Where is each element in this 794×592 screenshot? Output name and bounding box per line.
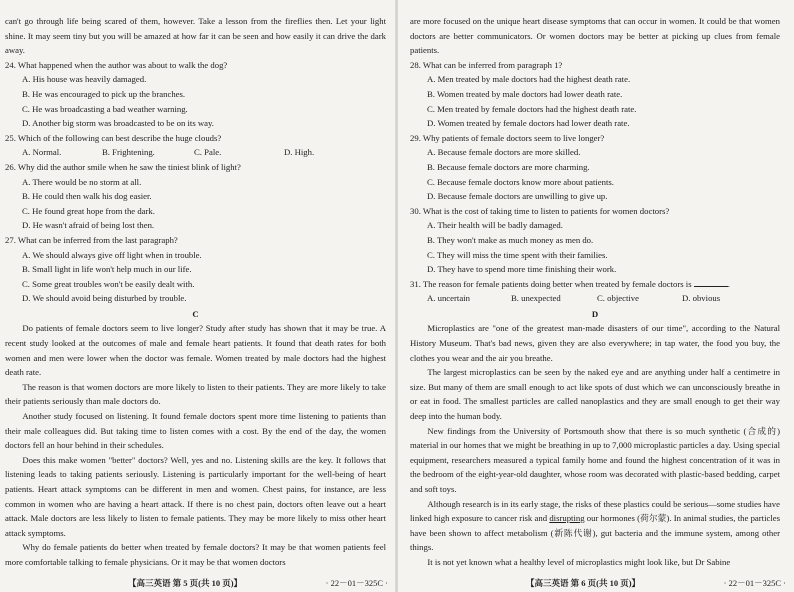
question-25-stem: 25. Which of the following can best describe the huge clouds? [5, 132, 222, 143]
question-24-option-c: C. He was broadcasting a bad weather warning. [22, 103, 188, 114]
right-content [410, 14, 780, 570]
question-28-option-c: C. Men treated by female doctors had the highest death rate. [427, 103, 637, 114]
question-26-stem: 26. Why did the author smile when he saw the tiniest blink of light? [5, 161, 241, 172]
question-26-option-a: A. There would be no storm at all. [22, 176, 142, 187]
question-27-stem: 27. What can be inferred from the last paragraph? [5, 234, 178, 245]
question-30-option-b: B. They won't make as much money as men do. [427, 234, 594, 245]
left-footer-code: · 22－01－325C · [325, 578, 388, 588]
right-footer-title: 【高三英语 第 6 页(共 10 页)】 [526, 578, 641, 588]
passage-d-paragraph-5: It is not yet known what a healthy level of microplastics might look like, but Dr Sabine [427, 556, 731, 567]
passage-c-paragraph-1: Do patients of female doctors seem to live longer? Study after study has shown that it may be true. A recent study looked at the outcomes of male and female heart patients. It found that death rates for both women and men were lower when the doctor was female. Women treated by male doctors had the highest death rate. [5, 323, 386, 378]
question-26-option-d: D. He wasn't afraid of being lost then. [22, 220, 155, 231]
question-29-stem: 29. Why patients of female doctors seem to live longer? [410, 132, 605, 143]
question-28-option-d: D. Women treated by female doctors had lower death rate. [427, 118, 630, 129]
passage-d-paragraph-4-start: Although research is in its early stage, the risks of these plastics could be serious—some studies have linked high exposure to cancer risk and [410, 498, 780, 524]
question-24-option-d: D. Another big storm was broadcasted to be on its way. [22, 118, 214, 129]
question-24-option-b: B. He was encouraged to pick up the branches. [22, 88, 186, 99]
question-26-option-c: C. He found great hope from the dark. [22, 205, 155, 216]
question-29-option-c: C. Because female doctors know more about patients. [427, 176, 614, 187]
question-27-option-a: A. We should always give off light when in trouble. [22, 249, 202, 260]
passage-c-paragraph-5: Why do female patients do better when treated by female doctors? It may be that women patients feel more comfortable talking to female physicians. Or it may be that women doctors [5, 542, 386, 567]
question-28-option-a: A. Men treated by male doctors had the highest death rate. [427, 74, 631, 85]
question-31-option-c: C. objective [597, 293, 639, 304]
question-24-stem: 24. What happened when the author was about to walk the dog? [5, 59, 228, 70]
question-27-option-b: B. Small light in life won't help much in our life. [22, 264, 192, 275]
passage-b-continuation: can't go through life being scared of them, however. Take a lesson from the fireflies then. Let your light shine. It may seem tiny but you will be amazed at how far it can be seen and how easily it can drive the dark away. [5, 16, 386, 56]
question-24-option-a: A. His house was heavily damaged. [22, 74, 147, 85]
question-25-option-c: C. Pale. [194, 147, 222, 158]
question-26-option-b: B. He could then walk his dog easier. [22, 191, 152, 202]
question-30-stem: 30. What is the cost of taking time to listen to patients for women doctors? [410, 205, 670, 216]
question-27-option-c: C. Some great troubles won't be easily dealt with. [22, 278, 195, 289]
question-30-option-a: A. Their health will be badly damaged. [427, 220, 563, 231]
passage-c-paragraph-3: Another study focused on listening. It found female doctors spent more time listening to patients than their male colleagues did. But taking time to listen comes with a cost. By the end of the day, the women doctors fell an hour behind in their schedules. [5, 411, 386, 451]
question-31-option-d: D. obvious [682, 293, 721, 304]
question-31-stem-end: . [727, 278, 730, 289]
question-31-stem: 31. The reason for female patients doing better when treated by female doctors is [410, 278, 692, 289]
right-page [398, 0, 794, 592]
passage-c-continuation: are more focused on the unique heart disease symptoms that can occur in women. It could be that women doctors are better communicators. Or women doctors may be better at picking up clues from female patients. [410, 16, 780, 56]
passage-c-paragraph-2: The reason is that women doctors are more likely to listen to their patients. They are more likely to take their patients seriously than male doctors do. [5, 381, 386, 407]
question-28-stem: 28. What can be inferred from paragraph 1? [410, 59, 563, 70]
passage-c-paragraph-4: Does this make women "better" doctors? Well, yes and no. Listening skills are the key. It follows that listening leads to taking patients seriously. Listening is particularly important for the well-being of heart patients. Heart attack symptoms can be different in men and women. Chest pains, for instance, are less common in women who are having a heart attack. If there is no chest pain, doctors often leave out a heart attack. Male doctors are less likely to listen to female patients. They may be more likely to miss other heart attack symptoms. [5, 454, 386, 538]
passage-d-paragraph-3: New findings from the University of Portsmouth show that there is so much synthetic (合成的) material in our homes that we might be breathing in up to 7,000 microplastic particles a day. Using special equipment, researchers measured a typical family home and found the highest concentration of it was in the bedroom of the eight-year-old daughter, whose room was decorated with plastic-based bedding, carpet and soft toys. [410, 425, 781, 494]
passage-d-paragraph-1: Microplastics are "one of the greatest man-made disasters of our time", according to the Natural History Museum. That's bad news, given they are also everywhere; in tap water, the food you buy, the clothes you wear and the air you breathe. [410, 323, 780, 363]
passage-d-paragraph-4-end: our hormones (荷尔蒙). In animal studies, the particles have been shown to affect metabolism (新陈代谢), gut bacteria and the immune system, among other things. [410, 513, 781, 553]
section-c-heading: C [192, 308, 199, 319]
question-31-option-b: B. unexpected [511, 293, 561, 304]
question-30-option-c: C. They will miss the time spent with their families. [427, 249, 608, 260]
question-25-option-b: B. Frightening. [102, 147, 155, 158]
left-footer [0, 577, 396, 589]
answer-blank [694, 278, 728, 287]
question-31-stem-line [410, 277, 780, 292]
question-29-option-a: A. Because female doctors are more skilled. [427, 147, 581, 158]
section-d-heading: D [591, 308, 599, 319]
question-25-options [22, 145, 386, 160]
right-footer [398, 577, 794, 589]
passage-d-paragraph-2: The largest microplastics can be seen by the naked eye and are anything under half a centimetre in size. But many of them are small enough to act like spots of dust which we can unconsciously breathe in or eat in food. The smallest particles are called nanoplastics and they are small enough to get their way deep into the human body. [410, 367, 780, 422]
passage-d-paragraph-4 [410, 497, 780, 555]
right-footer-code: · 22－01－325C · [723, 578, 786, 588]
question-25-option-a: A. Normal. [22, 147, 62, 158]
left-footer-title: 【高三英语 第 5 页(共 10 页)】 [128, 578, 243, 588]
underlined-word: disrupting [549, 513, 585, 524]
question-29-option-b: B. Because female doctors are more charming. [427, 161, 590, 172]
question-31-options [427, 291, 780, 306]
question-29-option-d: D. Because female doctors are unwilling to give up. [427, 191, 608, 202]
left-page [0, 0, 396, 592]
question-25-option-d: D. High. [284, 147, 315, 158]
question-28-option-b: B. Women treated by male doctors had lower death rate. [427, 88, 623, 99]
question-27-option-d: D. We should avoid being disturbed by trouble. [22, 293, 187, 304]
left-content [5, 14, 386, 570]
question-31-option-a: A. uncertain [427, 293, 470, 304]
question-30-option-d: D. They have to spend more time finishing their work. [427, 264, 617, 275]
